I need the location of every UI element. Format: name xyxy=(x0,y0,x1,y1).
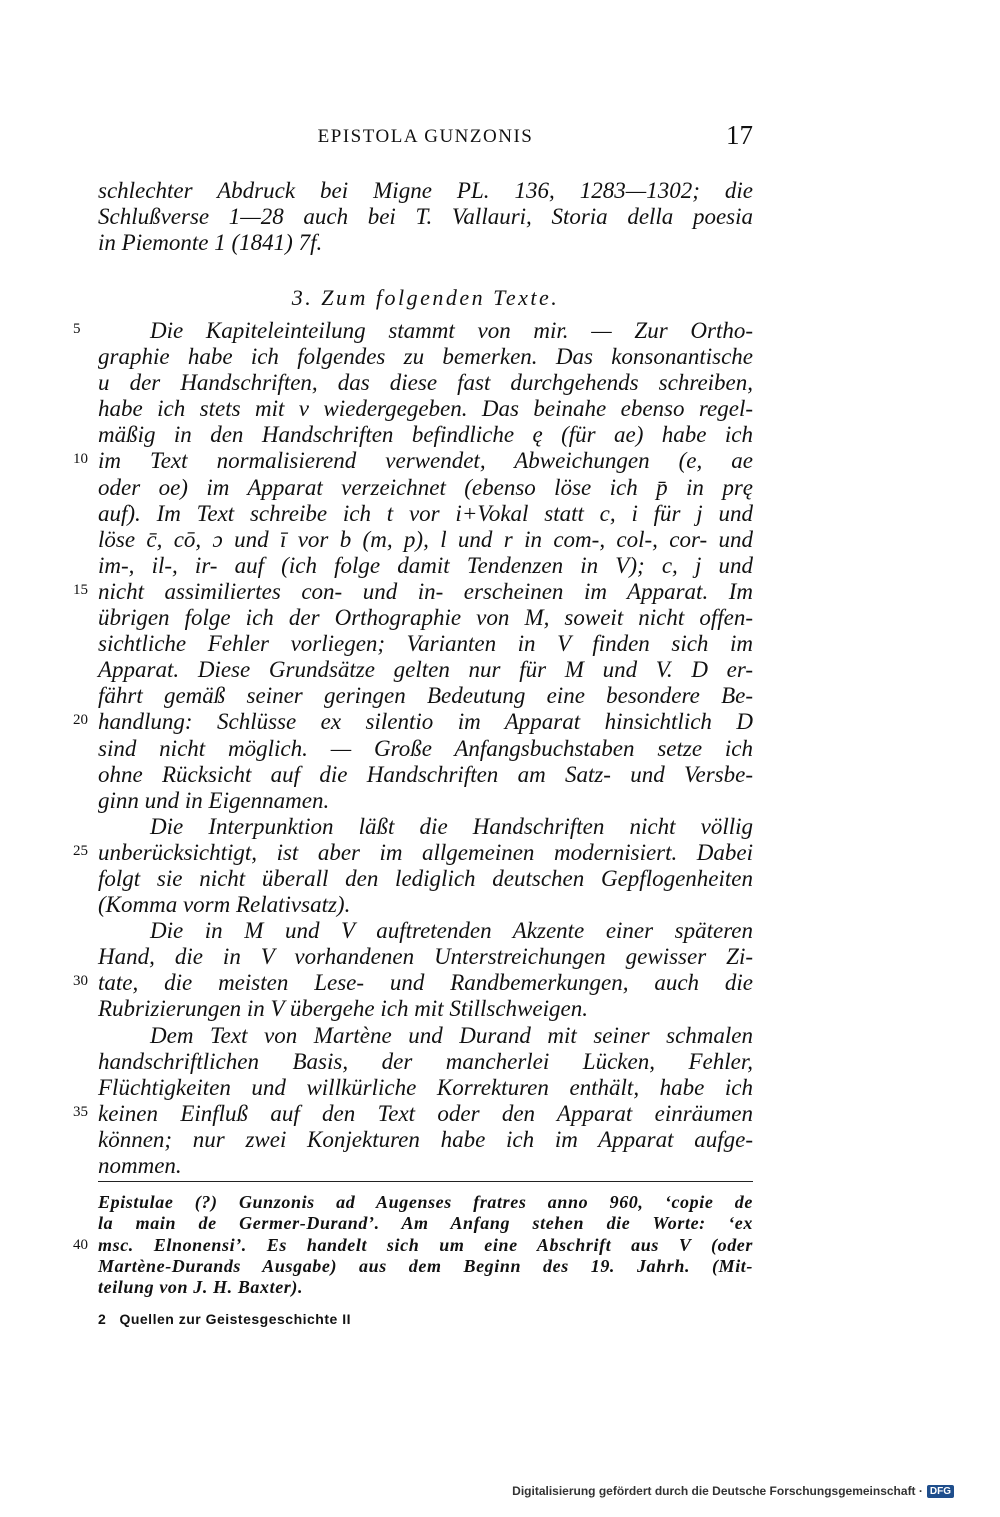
apparatus-line: Epistulae (?) Gunzonis ad Augenses fratres anno 960, ‘copie de xyxy=(98,1192,753,1212)
text-line: Schlußverse 1—28 auch bei T. Vallauri, Storia della poesia xyxy=(98,204,753,230)
apparatus-note xyxy=(98,1192,753,1298)
apparatus-line: la main de Germer-Durand’. Am Anfang stehen die Worte: ‘ex xyxy=(98,1213,753,1234)
line-number: 25 xyxy=(73,843,88,859)
line-number: 15 xyxy=(73,582,88,598)
text-line: sichtliche Fehler vorliegen; Varianten in V finden sich im xyxy=(98,631,753,657)
text-line: auf). Im Text schreibe ich t vor i+Vokal statt c, i für j und xyxy=(98,500,753,526)
line-number: 10 xyxy=(73,451,88,467)
page-number: 17 xyxy=(726,120,753,150)
text-line: übrigen folge ich der Orthographie von M, soweit nicht offen- xyxy=(98,605,753,631)
text-line: Die Kapiteleinteilung stammt von mir. — Zur Ortho- xyxy=(150,318,753,343)
line-number: 5 xyxy=(73,321,81,337)
text-line: Dem Text von Martène und Durand mit seiner schmalen xyxy=(150,1022,753,1048)
line-number: 35 xyxy=(73,1104,88,1120)
printer-signature: 2 Quellen zur Geistesgeschichte II xyxy=(98,1311,351,1327)
running-header xyxy=(98,120,753,158)
text-line: Die Interpunktion läßt die Handschriften nicht völlig xyxy=(150,813,753,839)
text-line: fährt gemäß seiner geringen Bedeutung eine besondere Be- xyxy=(98,683,753,709)
line-number: 40 xyxy=(73,1237,88,1253)
text-line: Apparat. Diese Grundsätze gelten nur für M und V. D er- xyxy=(98,657,753,683)
text-line: löse c̄, cō, ɔ und ī vor b (m, p), l und r in com-, col-, cor- und xyxy=(98,526,753,552)
text-line: oder oe) im Apparat verzeichnet (ebenso löse ich p̄ in prę xyxy=(98,474,753,500)
apparatus-line: Martène-Durands Ausgabe) aus dem Beginn des 19. Jahrh. (Mit- xyxy=(98,1255,753,1276)
text-line: habe ich stets mit v wiedergegeben. Das beinahe ebenso regel- xyxy=(98,396,753,422)
section-heading: 3. Zum folgenden Texte. xyxy=(291,285,560,310)
text-line: (Komma vorm Relativsatz). xyxy=(98,892,351,918)
text-line: können; nur zwei Konjekturen habe ich im Apparat aufge- xyxy=(98,1126,753,1152)
text-line: ginn und in Eigennamen. xyxy=(98,787,330,813)
text-line: Hand, die in V vorhandenen Unterstreichungen gewisser Zi- xyxy=(98,944,753,970)
footnote-divider xyxy=(98,1181,753,1182)
apparatus-line: teilung von J. H. Baxter). xyxy=(98,1277,304,1298)
text-line: schlechter Abdruck bei Migne PL. 136, 1283—1302; die xyxy=(98,178,753,203)
intro-paragraph xyxy=(98,178,753,256)
text-line: ohne Rücksicht auf die Handschriften am Satz- und Versbe- xyxy=(98,761,753,787)
text-line: im-, il-, ir- auf (ich folge damit Tendenzen in V); c, j und xyxy=(98,552,753,578)
text-line: handschriftlichen Basis, der mancherlei Lücken, Fehler, xyxy=(98,1048,753,1074)
line-number: 20 xyxy=(73,712,88,728)
text-line: nommen. xyxy=(98,1153,182,1178)
apparatus-line: msc. Elnonensi’. Es handelt sich um eine Abschrift aus V (oder xyxy=(98,1234,753,1255)
text-line: tate, die meisten Lese- und Randbemerkungen, auch die xyxy=(98,970,753,996)
text-line: keinen Einfluß auf den Text oder den Apparat einräumen xyxy=(98,1100,753,1126)
text-line: graphie habe ich folgendes zu bemerken. Das konsonantische xyxy=(98,344,753,370)
text-line: nicht assimiliertes con- und in- erscheinen im Apparat. Im xyxy=(98,578,753,604)
text-line: sind nicht möglich. — Große Anfangsbuchstaben setze ich xyxy=(98,735,753,761)
text-line: in Piemonte 1 (1841) 7f. xyxy=(98,230,323,256)
running-title: EPISTOLA GUNZONIS xyxy=(317,126,534,147)
text-line: Die in M und V auftretenden Akzente einer späteren xyxy=(150,918,753,944)
text-line: Rubrizierungen in V übergehe ich mit Stillschweigen. xyxy=(98,996,588,1022)
text-line: handlung: Schlüsse ex silentio im Apparat hinsichtlich D xyxy=(98,709,753,735)
text-line: Flüchtigkeiten und willkürliche Korrekturen enthält, habe ich xyxy=(98,1074,753,1100)
text-line: u der Handschriften, das diese fast durchgehends schreiben, xyxy=(98,370,753,396)
dfg-logo-icon: DFG xyxy=(927,1485,954,1498)
text-line: mäßig in den Handschriften befindliche ę (für ae) habe ich xyxy=(98,422,753,448)
text-line: im Text normalisierend verwendet, Abweichungen (e, ae xyxy=(98,448,753,474)
line-number: 30 xyxy=(73,973,88,989)
text-line: folgt sie nicht überall den lediglich deutschen Gepflogenheiten xyxy=(98,865,753,891)
main-text xyxy=(98,318,753,1179)
digitization-credit-text: Digitalisierung gefördert durch die Deutsche Forschungsgemeinschaft · xyxy=(512,1484,923,1498)
digitization-credit xyxy=(512,1484,954,1498)
text-line: unberücksichtigt, ist aber im allgemeinen modernisiert. Dabei xyxy=(98,839,753,865)
